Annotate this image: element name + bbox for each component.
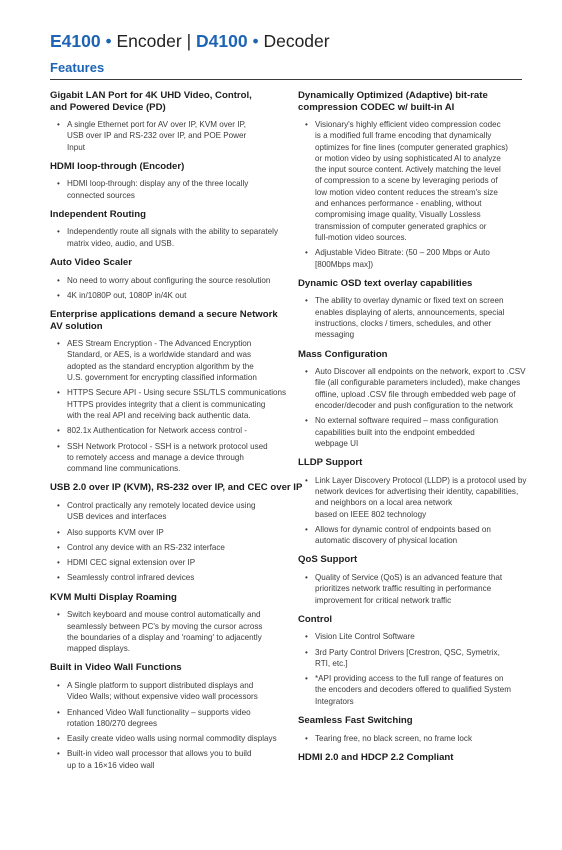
right-column <box>298 90 527 771</box>
feature-text-line: • 4K in/1080P out, 1080P in/4K out <box>67 290 187 300</box>
feature-item <box>298 475 527 520</box>
feature-text-line: • The ability to overlay dynamic or fixed text on screen <box>315 296 504 306</box>
section-heading <box>298 90 510 113</box>
section-heading <box>298 457 510 469</box>
section-heading <box>298 554 510 566</box>
feature-section <box>50 90 290 153</box>
feature-text-line: Integrators <box>315 696 354 706</box>
feature-section <box>50 482 303 583</box>
feature-text-line: transmission of computer generated graphics or <box>315 221 487 231</box>
feature-list <box>50 226 290 249</box>
feature-text-line: prioritizes network traffic resulting in performance <box>315 584 492 594</box>
section-heading <box>50 161 290 173</box>
heading-line: Dynamically Optimized (Adaptive) bit-rate <box>298 90 488 101</box>
feature-section <box>50 161 290 201</box>
feature-text-line: improvement for critical network traffic <box>315 595 452 605</box>
feature-item <box>50 572 290 583</box>
feature-text-line: • No need to worry about configuring the source resolution <box>67 275 271 285</box>
feature-text-line: • 3rd Party Control Drivers [Crestron, QSC, Symetrix, <box>315 647 500 657</box>
feature-section <box>50 662 290 771</box>
feature-text-line: • Tearing free, no black screen, no frame lock <box>315 733 473 743</box>
feature-text-line: USB devices and interfaces <box>67 512 167 522</box>
section-heading <box>50 257 290 269</box>
section-heading <box>50 662 290 674</box>
feature-section <box>298 614 510 707</box>
feature-list <box>50 680 290 771</box>
feature-section <box>298 348 526 450</box>
section-heading <box>50 209 290 221</box>
feature-item <box>298 673 510 707</box>
feature-text-line: • Enhanced Video Wall functionality – supports video <box>67 707 251 717</box>
feature-text-line: command line communications. <box>67 464 181 474</box>
feature-item <box>50 707 290 730</box>
feature-text-line: matrix video, audio, and USB. <box>67 238 175 248</box>
heading-line: and Powered Device (PD) <box>50 101 166 113</box>
feature-text-line: • Allows for dynamic control of endpoints based on <box>315 524 491 534</box>
feature-section <box>298 554 510 605</box>
feature-text-line: • No external software required – mass configuration <box>315 416 499 426</box>
feature-text-line: low motion video content reduces the stream's size <box>315 187 498 197</box>
heading-line: HDMI loop-through (Encoder) <box>50 160 185 172</box>
feature-text-line: • Visionary's highly efficient video compression codec <box>315 120 501 129</box>
feature-text-line: • SSH Network Protocol - SSH is a network protocol used <box>67 441 268 451</box>
section-heading <box>298 614 510 626</box>
heading-line: LLDP Support <box>298 457 363 469</box>
feature-text-line: the boundaries of a display and 'roaming' to adjacently <box>67 632 262 642</box>
feature-text-line: U.S. government for encrypting classified information <box>67 373 257 383</box>
feature-text-line: compromising image quality, Visually Lossless <box>315 210 481 220</box>
feature-section <box>298 457 527 546</box>
feature-text-line: [800Mbps max]) <box>315 259 374 269</box>
feature-text-line: Video Walls; without expensive video wall processors <box>67 692 258 702</box>
feature-text-line: • *API providing access to the full range of features on <box>315 674 504 684</box>
feature-text-line: optimizes for fine lines (computer generated graphics) <box>315 142 508 152</box>
heading-line: compression CODEC w/ built-in AI <box>298 101 455 113</box>
feature-section <box>50 592 290 655</box>
feature-text-line: adopted as the standard encryption algorithm by the <box>67 361 254 371</box>
feature-item <box>50 226 290 249</box>
feature-item <box>50 609 290 654</box>
section-heading <box>50 592 290 604</box>
heading-line: Dynamic OSD text overlay capabilities <box>298 277 473 289</box>
feature-item <box>50 441 290 475</box>
section-heading <box>298 278 510 290</box>
feature-section <box>298 278 510 341</box>
feature-list <box>50 119 290 153</box>
feature-text-line: based on IEEE 802 technology <box>315 509 427 519</box>
feature-item <box>50 425 290 436</box>
feature-list <box>50 338 290 474</box>
heading-line: Mass Configuration <box>298 348 388 360</box>
feature-item <box>298 415 510 449</box>
feature-text-line: • A single Ethernet port for AV over IP, KVM over IP, <box>67 120 247 129</box>
feature-item <box>298 295 510 340</box>
feature-text-line: • 802.1x Authentication for Network access control - <box>67 426 247 436</box>
feature-text-line: connected sources <box>67 190 135 200</box>
feature-text-line: • Quality of Service (QoS) is an advanced feature that <box>315 572 503 582</box>
heading-line: Enterprise applications demand a secure Network <box>50 309 278 321</box>
feature-item <box>50 527 290 538</box>
section-heading <box>298 349 510 361</box>
feature-text-line: HTTPS provides integrity that a client is communicating <box>67 399 266 409</box>
heading-line: HDMI 2.0 and HDCP 2.2 Compliant <box>298 751 454 763</box>
feature-item <box>298 247 510 270</box>
encoder-label: Encoder <box>116 31 182 51</box>
feature-item <box>50 119 290 153</box>
feature-text-line: network devices for advertising their identity, capabilities, <box>315 486 519 496</box>
left-column <box>50 90 303 779</box>
feature-list <box>50 178 290 201</box>
feature-text-line: rotation 180/270 degrees <box>67 718 157 728</box>
feature-section <box>298 752 510 764</box>
feature-text-line: with the real API and receiving back authentic data. <box>67 410 251 420</box>
feature-item <box>50 557 290 568</box>
feature-text-line: seamlessly between PC's by moving the cursor across <box>67 621 263 631</box>
feature-list <box>298 475 527 547</box>
feature-item <box>298 524 510 547</box>
feature-text-line: to remotely access and manage a device through <box>67 452 244 462</box>
section-heading <box>50 482 303 494</box>
heading-line: Auto Video Scaler <box>50 257 132 269</box>
feature-text-line: instructions, clocks / timers, schedules, and other <box>315 318 492 328</box>
feature-list <box>298 119 510 270</box>
feature-section <box>50 209 290 249</box>
heading-line: QoS Support <box>298 554 358 566</box>
heading-line: AV solution <box>50 320 103 332</box>
heading-line: Independent Routing <box>50 208 146 220</box>
feature-section <box>298 90 510 270</box>
feature-text-line: is a modified full frame encoding that dynamically <box>315 131 492 141</box>
page-title <box>50 30 330 52</box>
section-heading <box>50 309 290 332</box>
bullet-dot: • <box>105 31 112 51</box>
bullet-dot: • <box>252 31 259 51</box>
feature-item <box>50 275 290 286</box>
feature-list <box>298 572 510 606</box>
features-heading: Features <box>50 60 105 75</box>
feature-list <box>50 500 290 584</box>
feature-text-line: and enhances performance - enabling, without <box>315 199 482 209</box>
section-heading <box>298 752 510 764</box>
feature-text-line: • Easily create video walls using normal commodity displays <box>67 734 277 744</box>
feature-text-line: • A Single platform to support distributed displays and <box>67 680 254 690</box>
feature-text-line: • Built-in video wall processor that allows you to build <box>67 749 252 759</box>
feature-text-line: • Switch keyboard and mouse control automatically and <box>67 610 261 620</box>
heading-divider <box>50 79 522 80</box>
feature-text-line: or motion video by using sophisticated AI to analyze <box>315 153 501 163</box>
feature-item <box>50 500 290 523</box>
feature-text-line: webpage UI <box>315 438 359 448</box>
title-separator: | <box>186 31 192 51</box>
feature-text-line: encoder/decoder and push configuration to the network <box>315 400 513 410</box>
feature-text-line: • Control any device with an RS-232 interface <box>67 542 225 552</box>
feature-item <box>50 733 290 744</box>
feature-text-line: • Adjustable Video Bitrate: (50 – 200 Mbps or Auto <box>315 248 490 258</box>
feature-text-line: • HTTPS Secure API - Using secure SSL/TLS communications <box>67 388 287 398</box>
feature-text-line: messaging <box>315 330 355 340</box>
feature-item <box>298 366 526 411</box>
feature-text-line: • Also supports KVM over IP <box>67 527 164 537</box>
feature-text-line: Input <box>67 142 86 152</box>
feature-list <box>298 631 510 707</box>
feature-text-line: up to a 16×16 video wall <box>67 760 155 770</box>
feature-text-line: USB over IP and RS-232 over IP, and POE Power <box>67 131 247 141</box>
feature-section <box>50 309 290 474</box>
feature-text-line: offline, upload .CSV file through embedded web page of <box>315 389 516 399</box>
feature-text-line: full-motion video sources. <box>315 232 407 242</box>
feature-text-line: • Control practically any remotely located device using <box>67 500 256 510</box>
feature-section <box>298 715 510 744</box>
feature-item <box>298 119 510 243</box>
heading-line: KVM Multi Display Roaming <box>50 591 177 603</box>
feature-text-line: • Seamlessly control infrared devices <box>67 573 195 583</box>
feature-item <box>298 733 510 744</box>
heading-line: Control <box>298 613 333 625</box>
feature-item <box>50 178 290 201</box>
heading-line: Seamless Fast Switching <box>298 715 413 727</box>
feature-item <box>298 572 510 606</box>
feature-item <box>50 748 290 771</box>
feature-text-line: automatic discovery of physical location <box>315 536 458 546</box>
feature-item <box>298 647 510 670</box>
feature-section <box>50 257 290 301</box>
heading-line: Built in Video Wall Functions <box>50 662 182 674</box>
feature-text-line: of compression to a scene by leveraging periods of <box>315 176 498 186</box>
feature-list <box>298 295 510 340</box>
decoder-model: D4100 <box>195 31 248 51</box>
feature-item <box>50 290 290 301</box>
feature-text-line: the input source content. Actively matching the level <box>315 165 501 175</box>
feature-text-line: and neighbors on a local area network <box>315 498 453 508</box>
feature-list <box>50 609 290 654</box>
feature-text-line: • HDMI CEC signal extension over IP <box>67 558 196 568</box>
feature-item <box>50 338 290 383</box>
feature-text-line: mapped displays. <box>67 644 130 654</box>
decoder-label: Decoder <box>263 31 330 51</box>
feature-item <box>50 680 290 703</box>
feature-list <box>298 733 510 744</box>
feature-text-line: Standard, or AES, is a worldwide standard and was <box>67 350 252 360</box>
feature-text-line: file (all configurable parameters included), make changes <box>315 378 521 388</box>
feature-text-line: • Link Layer Discovery Protocol (LLDP) is a protocol used by <box>315 475 527 485</box>
feature-text-line: • Independently route all signals with the ability to separately <box>67 227 279 237</box>
feature-list <box>50 275 290 302</box>
feature-text-line: • HDMI loop-through: display any of the three locally <box>67 179 249 189</box>
feature-item <box>50 542 290 553</box>
section-heading <box>298 715 510 727</box>
feature-text-line: • AES Stream Encryption - The Advanced Encryption <box>67 339 252 349</box>
feature-text-line: • Auto Discover all endpoints on the network, export to .CSV <box>315 367 526 377</box>
feature-text-line: RTI, etc.] <box>315 658 348 668</box>
feature-text-line: • Vision Lite Control Software <box>315 632 415 642</box>
heading-line: Gigabit LAN Port for 4K UHD Video, Control, <box>50 90 252 101</box>
heading-line: USB 2.0 over IP (KVM), RS-232 over IP, and CEC over IP <box>50 482 303 494</box>
encoder-model: E4100 <box>50 31 101 51</box>
feature-text-line: enables displaying of alerts, announcements, special <box>315 307 505 317</box>
section-heading <box>50 90 290 113</box>
feature-item <box>50 387 290 421</box>
feature-list <box>298 366 526 449</box>
feature-text-line: capabilities built into the endpoint embedded <box>315 427 475 437</box>
feature-item <box>298 631 510 642</box>
feature-text-line: the encoders and decoders offered to qualified System <box>315 685 512 695</box>
